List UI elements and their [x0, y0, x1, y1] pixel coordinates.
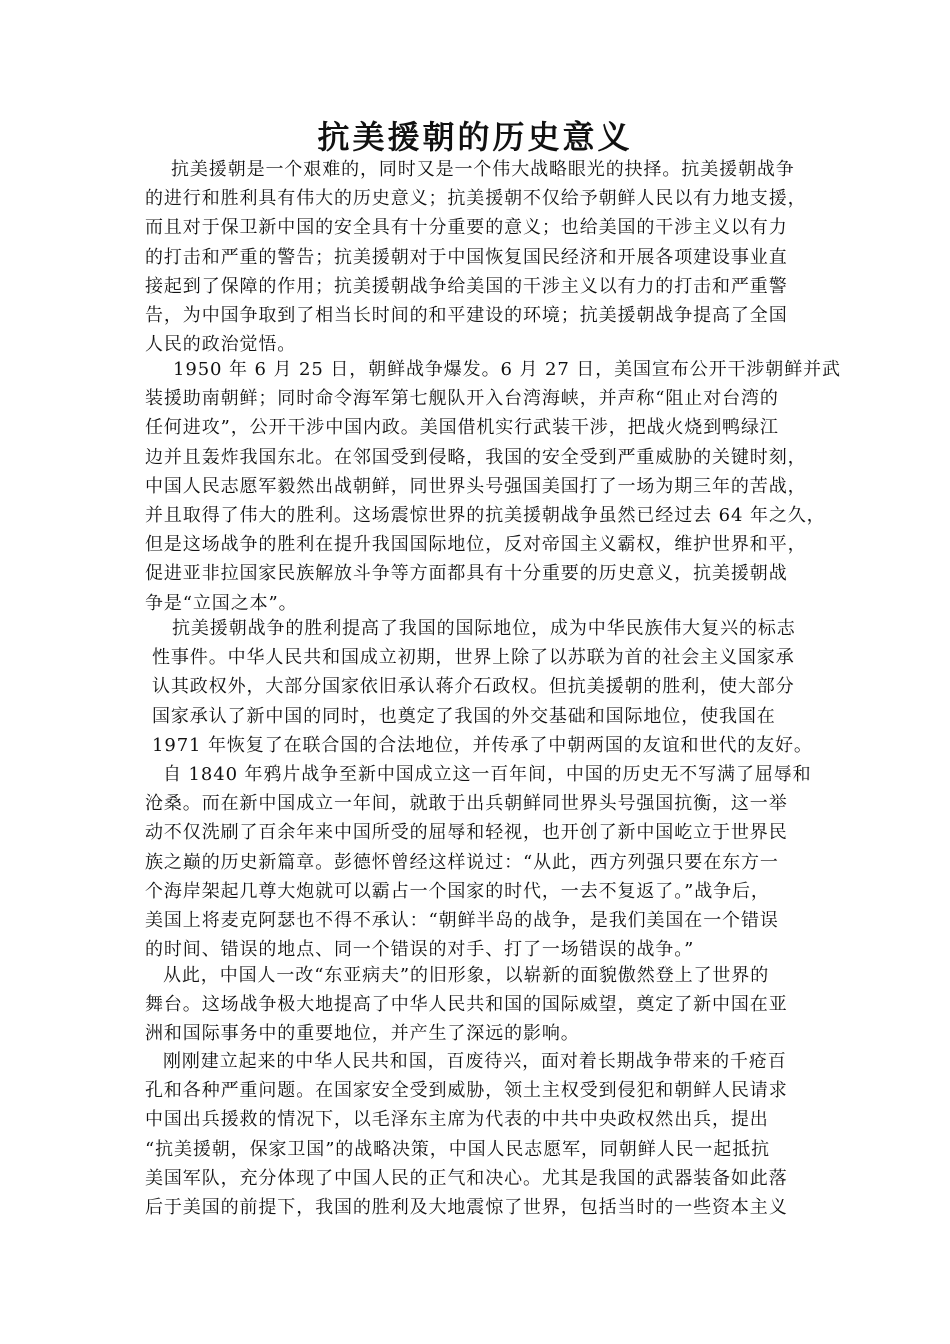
text-line: 抗美援朝战争的胜利提高了我国的国际地位，成为中华民族伟大复兴的标志	[172, 618, 796, 639]
text-line: 装援助南朝鲜；同时命令海军第七舰队开入台湾海峡，并声称“阻止对台湾的	[145, 388, 779, 410]
paragraph-5	[145, 961, 788, 1049]
text-line: 抗美援朝是一个艰难的，同时又是一个伟大战略眼光的抉择。抗美援朝战争	[171, 159, 795, 180]
text-line: 后于美国的前提下，我国的胜利及大地震惊了世界，包括当时的一些资本主义	[145, 1196, 788, 1218]
text-line: 自 1840 年鸦片战争至新中国成立这一百年间，中国的历史无不写满了屈辱和	[163, 764, 812, 785]
text-line: 个海岸架起几尊大炮就可以霸占一个国家的时代，一去不复返了。”战争后，	[145, 880, 770, 902]
paragraph-3	[152, 614, 813, 760]
text-line: 任何进攻”，公开干涉中国内政。美国借机实行武装干涉，把战火烧到鸭绿江	[145, 417, 779, 439]
text-line: 从此，中国人一改“东亚病夫”的旧形象，以崭新的面貌傲然登上了世界的	[163, 965, 770, 986]
text-line: 1950 年 6 月 25 日，朝鲜战争爆发。6 月 27 日，美国宣布公开干涉朝鲜并武	[173, 359, 841, 380]
text-line: 孔和各种严重问题。在国家安全受到威胁，领土主权受到侵犯和朝鲜人民请求	[145, 1080, 788, 1102]
text-line: 并且取得了伟大的胜利。这场震惊世界的抗美援朝战争虽然已经过去 64 年之久，	[145, 504, 826, 526]
text-line: 美国军队，充分体现了中国人民的正气和决心。尤其是我国的武器装备如此落	[145, 1167, 788, 1189]
text-line: 族之巅的历史新篇章。彭德怀曾经这样说过：“从此，西方列强只要在东方一	[145, 851, 779, 873]
text-line: 的打击和严重的警告；抗美援朝对于中国恢复国民经济和开展各项建设事业直	[145, 246, 788, 268]
paragraph-6	[145, 1047, 788, 1222]
paragraph-1	[145, 155, 807, 359]
text-line: 动不仅洗刷了百余年来中国所受的屈辱和轻视，也开创了新中国屹立于世界民	[145, 822, 788, 844]
text-line: “抗美援朝，保家卫国”的战略决策，中国人民志愿军，同朝鲜人民一起抵抗	[145, 1138, 771, 1160]
text-line: 促进亚非拉国家民族解放斗争等方面都具有十分重要的历史意义，抗美援朝战	[145, 563, 788, 585]
text-line: 舞台。这场战争极大地提高了中华人民共和国的国际威望，奠定了新中国在亚	[145, 994, 788, 1016]
text-line: 美国上将麦克阿瑟也不得不承认：“朝鲜半岛的战争，是我们美国在一个错误	[145, 909, 779, 931]
text-line: 边并且轰炸我国东北。在邻国受到侵略，我国的安全受到严重威胁的关键时刻，	[145, 446, 807, 468]
paragraph-4	[145, 760, 812, 964]
paragraph-2	[145, 355, 841, 618]
text-line: 而且对于保卫新中国的安全具有十分重要的意义；也给美国的干涉主义以有力	[145, 217, 788, 239]
text-line: 洲和国际事务中的重要地位，并产生了深远的影响。	[145, 1023, 580, 1045]
text-line: 1971 年恢复了在联合国的合法地位，并传承了中朝两国的友谊和世代的友好。	[152, 734, 813, 756]
text-line: 告，为中国争取到了相当长时间的和平建设的环境；抗美援朝战争提高了全国	[145, 304, 788, 326]
text-line: 性事件。中华人民共和国成立初期，世界上除了以苏联为首的社会主义国家承	[152, 647, 795, 669]
text-line: 认其政权外，大部分国家依旧承认蒋介石政权。但抗美援朝的胜利，使大部分	[152, 676, 795, 698]
text-line: 接起到了保障的作用；抗美援朝战争给美国的干涉主义以有力的打击和严重警	[145, 275, 788, 297]
text-line: 的时间、错误的地点、同一个错误的对手、打了一场错误的战争。”	[145, 939, 695, 961]
text-line: 争是“立国之本”。	[145, 592, 298, 614]
text-line: 国家承认了新中国的同时，也奠定了我国的外交基础和国际地位，使我国在	[152, 705, 776, 727]
document-title: 抗美援朝的历史意义	[317, 118, 633, 156]
text-line: 的进行和胜利具有伟大的历史意义；抗美援朝不仅给予朝鲜人民以有力地支援，	[145, 188, 807, 210]
text-line: 中国人民志愿军毅然出战朝鲜，同世界头号强国美国打了一场为期三年的苦战，	[145, 475, 807, 497]
text-line: 人民的政治觉悟。	[145, 334, 297, 356]
text-line: 但是这场战争的胜利在提升我国国际地位，反对帝国主义霸权，维护世界和平，	[145, 534, 807, 556]
text-line: 中国出兵援救的情况下，以毛泽东主席为代表的中共中央政权然出兵，提出	[145, 1109, 769, 1131]
text-line: 沧桑。而在新中国成立一年间，就敢于出兵朝鲜同世界头号强国抗衡，这一举	[145, 793, 788, 815]
text-line: 刚刚建立起来的中华人民共和国，百废待兴，面对着长期战争带来的千疮百	[163, 1051, 787, 1072]
